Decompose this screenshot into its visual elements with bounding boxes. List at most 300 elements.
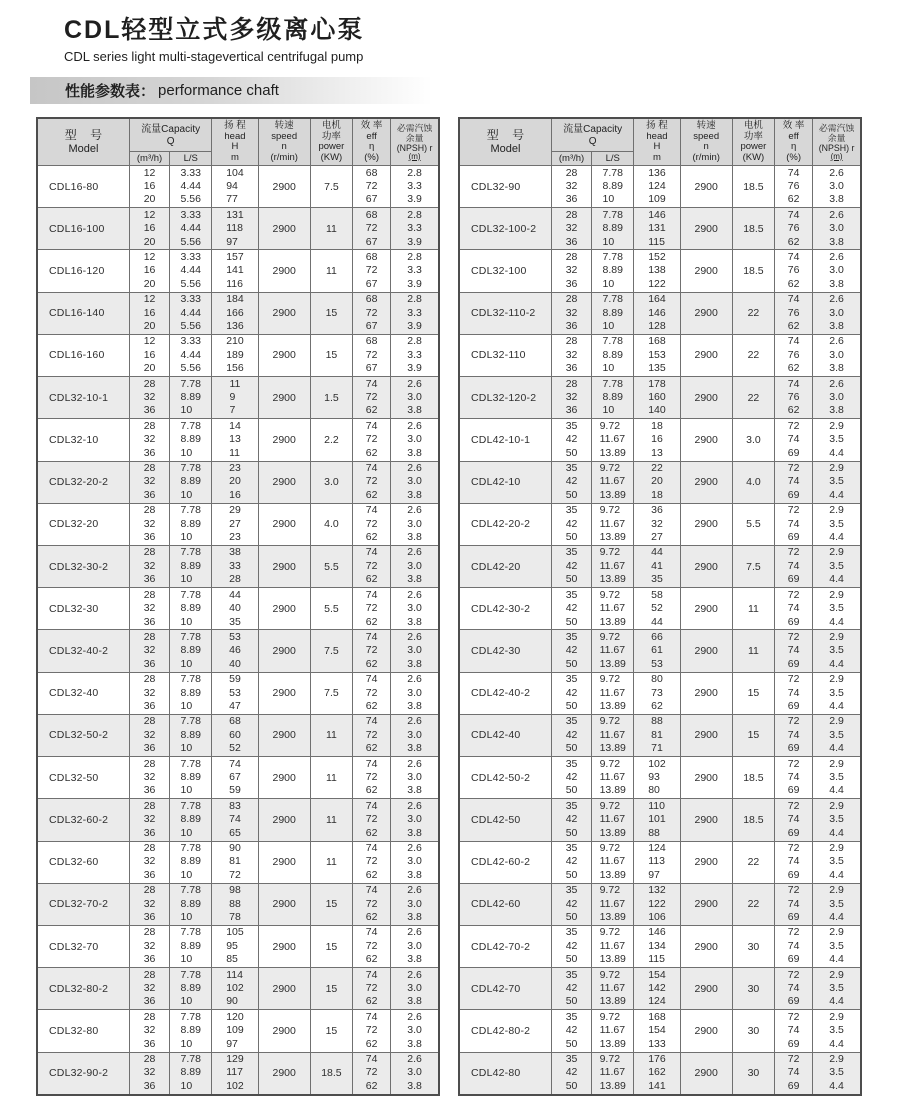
value-line: 28 — [143, 884, 156, 897]
value-line: 38 — [229, 546, 241, 559]
value-line: 7 — [229, 404, 236, 417]
speed-cell: 2900 — [680, 714, 732, 756]
capacity-ls-cell — [592, 503, 634, 545]
table-row — [459, 799, 861, 841]
value-line: 72 — [365, 475, 378, 488]
col-header-m3h: (m³/h) — [551, 152, 591, 166]
value-line: 69 — [787, 615, 800, 628]
value-line: 74 — [787, 335, 800, 348]
value-line: 7.78 — [180, 1052, 201, 1065]
value-line: 32 — [565, 179, 578, 192]
value-line: 22 — [651, 462, 663, 475]
head-cell — [634, 714, 680, 756]
value-line: 3.0 — [407, 559, 422, 572]
page-subtitle: CDL series light multi-stagevertical centrifugal pump — [64, 49, 364, 64]
power-cell: 15 — [310, 883, 352, 925]
value-line: 14 — [229, 419, 241, 432]
power-cell: 3.0 — [310, 461, 352, 503]
power-cell: 7.5 — [732, 545, 774, 587]
value-line: 115 — [648, 953, 665, 966]
value-line: 13.89 — [599, 657, 626, 670]
value-line: 117 — [226, 1066, 243, 1079]
table-row — [459, 545, 861, 587]
value-line: 74 — [365, 884, 378, 897]
table-row — [459, 334, 861, 376]
capacity-ls-cell — [170, 250, 212, 292]
value-line: 13.89 — [599, 531, 626, 544]
value-line: 3.8 — [407, 446, 422, 459]
value-line: 32 — [143, 686, 156, 699]
value-line: 11.67 — [599, 475, 626, 488]
header-line: η — [790, 141, 797, 152]
table-row — [459, 968, 861, 1010]
value-line: 32 — [143, 475, 156, 488]
value-line: 8.89 — [602, 264, 623, 277]
value-line: 3.8 — [407, 573, 422, 586]
header-line: 扬 程 — [646, 120, 668, 131]
capacity-ls-cell — [592, 1052, 634, 1094]
value-line: 3.0 — [829, 179, 844, 192]
speed-cell: 2900 — [680, 1010, 732, 1052]
value-line: 4.4 — [829, 488, 844, 501]
npsh-cell — [391, 1052, 439, 1094]
capacity-m3h-cell — [551, 377, 591, 419]
col-header-head — [212, 118, 258, 166]
value-line: 74 — [787, 559, 800, 572]
capacity-ls-cell — [170, 334, 212, 376]
value-line: 74 — [787, 770, 800, 783]
capacity-ls-cell — [170, 672, 212, 714]
value-line: 146 — [648, 208, 666, 221]
value-line: 76 — [787, 306, 800, 319]
value-line: 62 — [365, 742, 378, 755]
model-cell: CDL16-160 — [37, 334, 129, 376]
value-line: 2.9 — [829, 715, 844, 728]
header-line: 余量 — [827, 133, 846, 143]
capacity-ls-cell — [170, 1052, 212, 1094]
eff-cell — [775, 250, 813, 292]
value-line: 8.89 — [602, 391, 623, 403]
value-line: 3.3 — [407, 179, 422, 192]
header-line: (%) — [786, 151, 801, 163]
capacity-m3h-cell — [551, 883, 591, 925]
value-line: 9.72 — [599, 968, 621, 981]
npsh-cell — [813, 630, 861, 672]
table-row — [37, 588, 439, 630]
npsh-cell — [813, 461, 861, 503]
value-line: 3.8 — [829, 404, 844, 417]
header-line: Q — [166, 135, 175, 147]
value-line: 109 — [226, 1024, 244, 1037]
value-line: 132 — [648, 884, 666, 897]
eff-cell — [353, 799, 391, 841]
capacity-m3h-cell — [129, 1052, 169, 1094]
value-line: 11.67 — [599, 982, 626, 995]
value-line: 2.9 — [829, 588, 844, 601]
value-line: 16 — [651, 433, 663, 446]
value-line: 36 — [143, 1079, 156, 1092]
capacity-m3h-cell — [551, 757, 591, 799]
power-cell: 11 — [310, 757, 352, 799]
value-line: 72 — [365, 855, 378, 868]
value-line: 12 — [143, 208, 156, 221]
value-line: 68 — [229, 715, 241, 728]
value-line: 72 — [365, 179, 378, 192]
value-line: 3.0 — [407, 728, 422, 741]
eff-cell — [353, 419, 391, 461]
value-line: 141 — [226, 264, 244, 277]
speed-cell: 2900 — [680, 292, 732, 334]
value-line: 88 — [651, 715, 663, 728]
capacity-ls-cell — [170, 461, 212, 503]
model-cell: CDL42-50-2 — [459, 757, 551, 799]
value-line: 3.0 — [407, 982, 422, 995]
value-line: 157 — [226, 250, 244, 263]
value-line: 2.6 — [407, 377, 422, 390]
value-line: 28 — [143, 757, 156, 770]
power-cell: 5.5 — [732, 503, 774, 545]
value-line: 152 — [648, 250, 666, 263]
value-line: 72 — [365, 728, 378, 741]
value-line: 2.6 — [407, 419, 422, 432]
value-line: 2.6 — [407, 462, 422, 475]
value-line: 9.72 — [599, 715, 621, 728]
value-line: 74 — [365, 799, 378, 812]
value-line: 36 — [143, 615, 156, 628]
value-line: 42 — [565, 855, 578, 868]
value-line: 78 — [229, 911, 241, 924]
table-row — [459, 377, 861, 419]
capacity-ls-cell — [170, 883, 212, 925]
value-line: 74 — [365, 1010, 378, 1023]
header-line: 功率 — [743, 130, 763, 142]
value-line: 62 — [365, 784, 378, 797]
value-line: 3.5 — [829, 475, 844, 488]
speed-cell: 2900 — [258, 377, 310, 419]
value-line: 2.6 — [407, 1052, 422, 1065]
value-line: 76 — [787, 179, 800, 192]
table-row — [37, 334, 439, 376]
value-line: 113 — [648, 855, 665, 868]
value-line: 36 — [143, 826, 156, 839]
value-line: 71 — [651, 742, 663, 755]
value-line: 13.89 — [599, 953, 626, 966]
value-line: 35 — [565, 630, 578, 643]
power-cell: 22 — [732, 883, 774, 925]
capacity-m3h-cell — [551, 1052, 591, 1094]
value-line: 35 — [565, 968, 578, 981]
value-line: 10 — [180, 1037, 193, 1050]
value-line: 8.89 — [180, 1024, 201, 1037]
value-line: 97 — [226, 235, 238, 248]
value-line: 8.89 — [180, 391, 201, 403]
value-line: 42 — [565, 897, 578, 910]
value-line: 8.89 — [602, 179, 623, 192]
head-cell — [212, 461, 258, 503]
value-line: 74 — [787, 208, 800, 221]
speed-cell: 2900 — [258, 841, 310, 883]
value-line: 74 — [787, 1066, 800, 1079]
value-line: 50 — [565, 657, 578, 670]
value-line: 62 — [365, 657, 378, 670]
table-row — [459, 714, 861, 756]
value-line: 101 — [648, 813, 666, 826]
value-line: 42 — [565, 644, 578, 657]
value-line: 44 — [651, 546, 663, 559]
value-line: 72 — [365, 1024, 378, 1037]
model-cell: CDL42-70 — [459, 968, 551, 1010]
value-line: 69 — [787, 446, 800, 459]
value-line: 122 — [648, 277, 666, 290]
value-line: 2.9 — [829, 799, 844, 812]
capacity-m3h-cell — [129, 714, 169, 756]
head-cell — [634, 545, 680, 587]
value-line: 11.67 — [599, 517, 626, 530]
value-line: 12 — [143, 166, 156, 179]
value-line: 98 — [229, 884, 241, 897]
eff-cell — [775, 672, 813, 714]
capacity-ls-cell — [592, 714, 634, 756]
value-line: 8.89 — [180, 939, 201, 952]
value-line: 189 — [226, 348, 244, 361]
capacity-ls-cell — [592, 377, 634, 419]
npsh-cell — [813, 672, 861, 714]
value-line: 32 — [143, 1066, 156, 1079]
value-line: 74 — [787, 939, 800, 952]
value-line: 7.78 — [180, 842, 201, 854]
value-line: 4.4 — [829, 699, 844, 712]
value-line: 35 — [565, 546, 578, 559]
head-cell — [634, 377, 680, 419]
value-line: 90 — [229, 842, 241, 854]
value-line: 13.89 — [599, 573, 626, 586]
npsh-cell — [813, 925, 861, 967]
value-line: 95 — [226, 939, 238, 952]
speed-cell: 2900 — [258, 545, 310, 587]
speed-cell: 2900 — [258, 334, 310, 376]
capacity-ls-cell — [592, 925, 634, 967]
col-header-model — [459, 118, 551, 166]
value-line: 36 — [143, 657, 156, 670]
value-line: 8.89 — [180, 559, 201, 572]
table-row — [459, 292, 861, 334]
value-line: 74 — [787, 293, 800, 306]
value-line: 88 — [229, 897, 241, 910]
section-label-en: performance chaft — [158, 82, 279, 99]
value-line: 105 — [226, 926, 244, 939]
speed-cell: 2900 — [258, 166, 310, 208]
table-row — [37, 925, 439, 967]
power-cell: 7.5 — [310, 166, 352, 208]
value-line: 8.89 — [180, 517, 201, 530]
value-line: 44 — [651, 615, 663, 628]
value-line: 2.9 — [829, 462, 844, 475]
model-cell: CDL32-60-2 — [37, 799, 129, 841]
value-line: 8.89 — [180, 897, 201, 910]
value-line: 23 — [229, 462, 241, 475]
npsh-cell — [813, 250, 861, 292]
capacity-m3h-cell — [551, 545, 591, 587]
value-line: 10 — [180, 657, 193, 670]
value-line: 50 — [565, 573, 578, 586]
value-line: 3.0 — [829, 264, 844, 277]
value-line: 36 — [143, 911, 156, 924]
head-cell — [634, 630, 680, 672]
value-line: 9.72 — [599, 546, 621, 559]
table-row — [459, 841, 861, 883]
head-cell — [212, 503, 258, 545]
head-cell — [212, 630, 258, 672]
capacity-m3h-cell — [129, 166, 169, 208]
capacity-ls-cell — [592, 672, 634, 714]
capacity-ls-cell — [592, 630, 634, 672]
value-line: 12 — [143, 250, 156, 263]
eff-cell — [353, 292, 391, 334]
speed-cell: 2900 — [258, 883, 310, 925]
speed-cell: 2900 — [258, 250, 310, 292]
value-line: 32 — [565, 264, 578, 277]
header-line: (NPSH) r — [818, 143, 855, 153]
value-line: 178 — [648, 377, 666, 390]
value-line: 20 — [143, 319, 156, 332]
value-line: 9.72 — [599, 630, 621, 643]
col-header-m3h: (m³/h) — [129, 152, 169, 166]
value-line: 4.4 — [829, 1079, 844, 1092]
value-line: 42 — [565, 475, 578, 488]
npsh-cell — [391, 883, 439, 925]
value-line: 153 — [648, 348, 666, 361]
speed-cell: 2900 — [680, 588, 732, 630]
value-line: 62 — [365, 911, 378, 924]
value-line: 52 — [229, 742, 241, 755]
value-line: 2.6 — [407, 884, 422, 897]
power-cell: 15 — [732, 672, 774, 714]
value-line: 36 — [565, 193, 578, 206]
value-line: 4.4 — [829, 868, 844, 881]
model-cell: CDL32-20-2 — [37, 461, 129, 503]
speed-cell: 2900 — [680, 841, 732, 883]
value-line: 9.72 — [599, 1010, 621, 1023]
col-header-npsh — [813, 118, 861, 166]
value-line: 72 — [787, 799, 800, 812]
value-line: 168 — [648, 335, 666, 348]
value-line: 7.78 — [180, 926, 201, 939]
npsh-cell — [813, 208, 861, 250]
capacity-m3h-cell — [129, 1010, 169, 1052]
value-line: 35 — [565, 504, 578, 517]
capacity-ls-cell — [592, 334, 634, 376]
head-cell — [212, 714, 258, 756]
power-cell: 15 — [310, 334, 352, 376]
speed-cell: 2900 — [680, 503, 732, 545]
capacity-m3h-cell — [129, 672, 169, 714]
model-cell: CDL42-50 — [459, 799, 551, 841]
value-line: 3.5 — [829, 939, 844, 952]
eff-cell — [353, 672, 391, 714]
value-line: 72 — [787, 419, 800, 432]
value-line: 10 — [602, 319, 615, 332]
speed-cell: 2900 — [680, 883, 732, 925]
table-row — [37, 1052, 439, 1094]
speed-cell: 2900 — [680, 419, 732, 461]
power-cell: 15 — [732, 714, 774, 756]
model-cell: CDL42-80 — [459, 1052, 551, 1094]
npsh-cell — [813, 841, 861, 883]
capacity-ls-cell — [592, 883, 634, 925]
capacity-ls-cell — [592, 166, 634, 208]
capacity-ls-cell — [170, 968, 212, 1010]
value-line: 62 — [787, 319, 800, 332]
value-line: 72 — [365, 433, 378, 446]
model-cell: CDL32-100 — [459, 250, 551, 292]
value-line: 36 — [143, 953, 156, 966]
value-line: 68 — [365, 335, 378, 348]
value-line: 13.89 — [599, 742, 626, 755]
head-cell — [634, 799, 680, 841]
speed-cell: 2900 — [258, 968, 310, 1010]
capacity-m3h-cell — [129, 799, 169, 841]
speed-cell: 2900 — [680, 799, 732, 841]
model-cell: CDL32-110-2 — [459, 292, 551, 334]
head-cell — [212, 841, 258, 883]
capacity-ls-cell — [170, 1010, 212, 1052]
capacity-ls-cell — [170, 714, 212, 756]
value-line: 65 — [229, 826, 241, 839]
value-line: 3.0 — [407, 770, 422, 783]
value-line: 32 — [143, 517, 156, 530]
value-line: 7.78 — [602, 208, 623, 221]
capacity-m3h-cell — [129, 630, 169, 672]
value-line: 97 — [226, 1037, 238, 1050]
value-line: 3.5 — [829, 1024, 844, 1037]
value-line: 3.0 — [407, 433, 422, 446]
capacity-ls-cell — [170, 503, 212, 545]
value-line: 69 — [787, 953, 800, 966]
value-line: 131 — [226, 208, 244, 221]
value-line: 72 — [365, 644, 378, 657]
value-line: 3.33 — [180, 293, 201, 306]
value-line: 102 — [648, 757, 666, 770]
table-row — [37, 545, 439, 587]
value-line: 36 — [143, 446, 156, 459]
value-line: 4.4 — [829, 446, 844, 459]
value-line: 7.78 — [180, 462, 201, 475]
value-line: 85 — [226, 953, 238, 966]
model-cell: CDL32-30-2 — [37, 545, 129, 587]
value-line: 9.72 — [599, 757, 621, 770]
power-cell: 18.5 — [732, 757, 774, 799]
value-line: 4.4 — [829, 826, 844, 839]
value-line: 2.6 — [407, 715, 422, 728]
value-line: 2.6 — [407, 757, 422, 770]
power-cell: 4.0 — [310, 503, 352, 545]
capacity-m3h-cell — [551, 334, 591, 376]
value-line: 32 — [143, 770, 156, 783]
header-line: m — [652, 151, 661, 163]
value-line: 74 — [787, 250, 800, 263]
npsh-cell — [391, 503, 439, 545]
table-header — [459, 118, 861, 166]
value-line: 10 — [602, 404, 615, 417]
value-line: 41 — [651, 559, 663, 572]
value-line: 3.5 — [829, 602, 844, 615]
value-line: 133 — [648, 1037, 666, 1050]
value-line: 28 — [565, 377, 578, 390]
value-line: 18 — [651, 488, 663, 501]
value-line: 76 — [787, 391, 800, 403]
table-row — [37, 461, 439, 503]
head-cell — [212, 377, 258, 419]
